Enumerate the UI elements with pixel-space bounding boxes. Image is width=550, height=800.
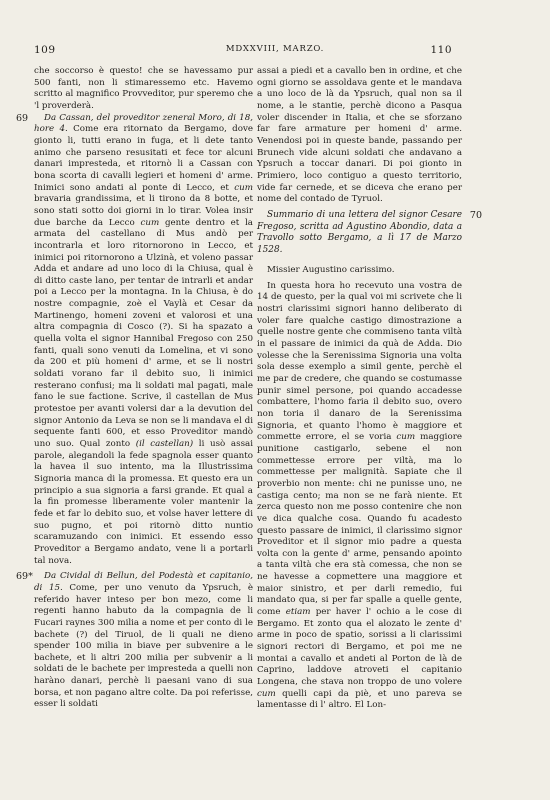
continuation-paragraph: che soccorso è questo! che se havessamo pur 500 fanti, non li stimaressemo etc. Havemo scritto al magnifico Provveditor, pur speremo che 'l proverderà. [34, 66, 253, 111]
right-column [257, 66, 482, 712]
entry-fregoso-letter [257, 209, 482, 712]
entry-paragraph [34, 113, 253, 568]
entry-text: bravaria grandissima, et li tirono da 8 botte, et sono stati sotto doi giorni in lo tirar. Volea insir due barche da Lecco [34, 194, 253, 228]
italic-word: cum [140, 217, 160, 228]
running-title: MDXXVIII, MARZO. [225, 44, 325, 54]
entry-text: In questa hora ho recevuto una vostra de 14 de questo, per la qual voi mi scrivete che li nostri clarissimi signori hanno deliberato di voler fare qualche castigo dimostrazione a quelle nostre gente che commiseno tanta viltà in el passare de inimici da quà de Adda. Dio volesse che la Serenissima Signoria una volta sola desse exemplo a simil gente, perchè el me par de credere, che quando se costumasse punir simel persone, poi quando accadesse combattere, l'homo faria il debito suo, overo non toria il danaro de la Serenissima Signoria, et quanto l'homo è maggiore et commette errore, el se voria [257, 280, 462, 443]
marginal-number: 70 [469, 209, 482, 221]
italic-word: cum [257, 688, 276, 699]
marginal-number: 69 [16, 112, 29, 124]
entry-text: gente dentro et la armata del castellano di Mus andò per incontrarla et loro ritornorono in Lecco, et inimici poi ritornorono a Ulzinà, et voleno passar Adda et andare ad uno loco di la Chiusa, qual è di ditto caste lano, per tentar de intrarli et andar poi a Lecco per la montagna. In la Chiusa, è do nostre compagnie, zoè el Vaylà et Cesar da Martinengo, homeni zoveni et valorosi et una altra compagnia di Cosco (?). Si ha spazato a quella volta el signor Hannibal Fregoso con 250 fanti, quali sono venuti da Lomelina, et vi sono da 200 et più homeni d' arme, et se li nostri soldati vorano far il debito suo, li inimici resterano confusi; ma li soldati mal pagati, male fano le sue factione. Scrive, il castellan de Mus protestoe per avanti volersi dar a la devution del signor Antonio da Leva se non se li mandava el di sequente fanti 600, et esso Proveditor mandò uno suo. Qual zonto [34, 217, 253, 449]
entry-paragraph [34, 571, 253, 711]
letter-body [257, 281, 462, 712]
entry-text: maggiore punitione castigarlo, sebene el non commettesse errore per viltà, ma lo commettesse per malignità. Sapiate che il proverbio non mente: chi ne punisse uno, ne castiga cento; ma non se ne farà niente. Et zerca questo non me posso contenire che non ve dica qualche cosa. Quando fu acadesto questo passare de inimici, il clarissimo signor Proveditor et il signor mio padre a questa volta con la gente d' arme, pensando apointo a tanta viltà che era stà comessa, che non se ne havesse a copmettere una maggiore et maior sinistro, et per darli remedio, fui mandato qua, si per far spalle a quelle gente, come [257, 432, 462, 618]
entry-text: per haver l' ochio a le cose di Bergamo. Et zonto qua el alozato le zente d' arme in poco de spatio, sorissi a li clarissimi signori rectori di Bergamo, et poi me ne montai a cavallo et andeti al Porton de là de Caprino, laddove atroveti el capitanio Longena, che stava non troppo de uno volere [257, 607, 462, 688]
marginal-number: 69* [16, 571, 33, 583]
letter-summary-heading: Summario di una lettera del signor Cesare Fregoso, scritta ad Agustino Abondio, data a Travollo sotto Bergamo, a lì 17 de Marzo 1528. [257, 209, 462, 256]
entry-text: quelli capi da piè, et uno pareva se lamentasse di l' altro. El Lon- [257, 688, 462, 711]
left-column [16, 66, 253, 711]
entry-text: Come, per uno venuto da Ypsruch, è referido haver inteso per bon mezo, come li regenti hanno habuto da la compagnia de li Fucari raynes 300 milia a nome et per conto di le bachete (?) del Tiruol, de li quali ne dieno spender 100 milia in biave per subvenire a le bachete, et li altri 200 milia per subvenir a li soldati de le bachete per impresteda a quelli non haràno danari, perchè li paesani vano di sua borsa, et non pagano altre colte. Da poi referisse, esser li soldati [34, 582, 253, 710]
italic-word: cum [396, 432, 416, 443]
continuation-paragraph: assai a piedi et a cavallo ben in ordine, et che ogni giorno se assoldava gente et le mandava a uno loco de là da Ypsruch, qual non sa il nome, a le stantie, perchè dicono a Pasqua voler discender in Italia, et che se sforzano far fare armature per homeni d' arme. Venendosi poi in queste bande, passando per Brunech vide alcuni soldati che andavano a Ypsruch a toccar danari. Di poi gionto in Primiero, loco contiguo a questo territorio, vide far cernede, et se diceva che erano per nome del contado de Tyruol. [257, 66, 462, 205]
letter-salutation: Missier Augustino carissimo. [267, 265, 395, 276]
entry-text: li usò assai parole, alegandoli la fede spagnola esser quanto la havea il suo intento, ma la Illustrissima Signoria manca di la promessa. Et questo era un principio a sua signoria a farsi grande. Et qual a la fin promesse liberamente voler mantenir la fede et far lo debito suo, et volse haver lettere di suo pugno, et poi ritornò ditto nuntio scaramuzando con inimici. Et essendo esso Proveditor a Bergamo andato, vene li a portarli tal nova. [34, 439, 253, 566]
italic-word: etiam [285, 607, 311, 618]
page-number-right: 110 [430, 44, 452, 56]
entry-heading-place: Da Cassan, del proveditor zeneral Moro, [44, 112, 225, 123]
page-number-left: 109 [34, 44, 56, 56]
italic-phrase: (il castellan) [135, 439, 194, 449]
entry-cassan [16, 112, 253, 568]
page-header [0, 44, 550, 64]
entry-text: Come era ritornato da Bergamo, dove gionto li, tutti erano in fuga, et li dete tanto animo che parseno resusitati et fece tor alcuni danari impresteda, et ritornò li a Cassan con bona scorta di cavalli legieri et homeni d' arme. Inimici sono andati al ponte di Lecco, et [34, 124, 253, 193]
entry-cividal [16, 571, 253, 711]
italic-word: cum [234, 182, 253, 193]
entry-heading: Da Cividal di Bellun, del Podestà et capitanio, di 15. [34, 571, 253, 593]
entry-heading-date: di 18, hore 4. [34, 112, 253, 135]
